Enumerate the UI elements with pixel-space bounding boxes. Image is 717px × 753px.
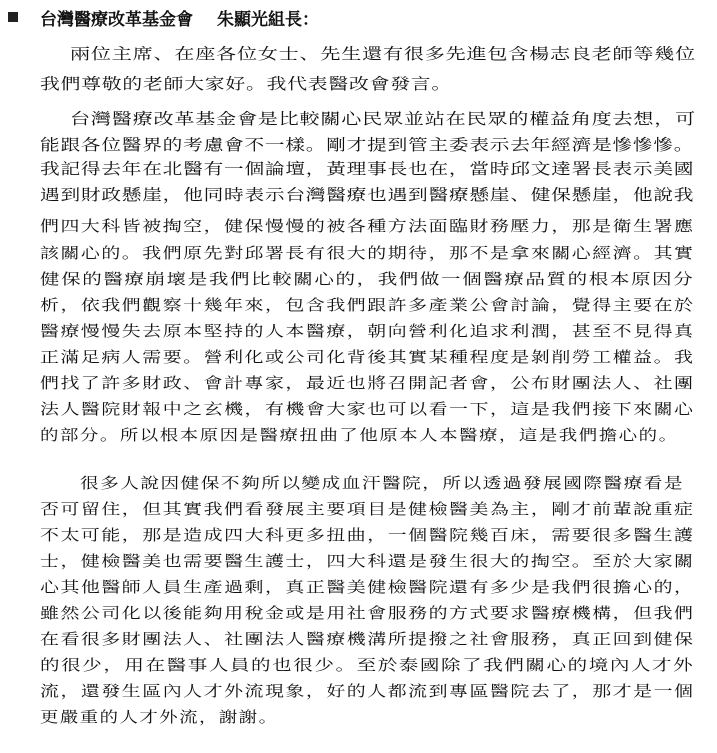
text-line: 我們尊敬的老師大家好。我代表醫改會發言。 xyxy=(40,75,453,93)
text-line: 士，健檢醫美也需要醫生護士，四大科還是發生很大的掏空。至於大家關 xyxy=(40,552,695,570)
text-line: 不太可能，那是造成四大科更多扭曲，一個醫院幾百床，需要很多醫生護 xyxy=(40,526,695,544)
text-line: 的很少，用在醫事人員的也很少。至於泰國除了我們關心的境內人才外 xyxy=(40,656,695,674)
text-line: 很多人說因健保不夠所以變成血汗醫院，所以透過發展國際醫療看是 xyxy=(80,474,685,492)
text-line: 健保的醫療崩壞是我們比較關心的，我們做一個醫療品質的根本原因分 xyxy=(40,270,695,288)
text-line: 的部分。所以根本原因是醫療扭曲了他原本人本醫療，這是我們擔心的。 xyxy=(40,426,679,444)
text-line: 們找了許多財政、會計專家，最近也將召開記者會，公布財團法人、社團 xyxy=(40,374,695,392)
text-line: 正滿足病人需要。營利化或公司化背後其實某種程度是剝削勞工權益。我 xyxy=(40,348,695,366)
text-line: 我記得去年在北醫有一個論壇，黃理事長也在，當時邱文達署長表示美國 xyxy=(40,160,695,178)
text-line: 法人醫院財報中之玄機，有機會大家也可以看一下，這是我們接下來關心 xyxy=(40,400,695,418)
text-line: 析，依我們觀察十幾年來，包含我們跟許多產業公會討論，覺得主要在於 xyxy=(40,296,695,314)
text-line: 能跟各位醫界的考慮會不一樣。剛才提到管主委表示去年經濟是慘慘慘。 xyxy=(40,136,695,154)
text-line: 醫療慢慢失去原本堅持的人本醫療，朝向營利化追求利潤，甚至不見得真 xyxy=(40,322,695,340)
text-line: 們四大科皆被掏空，健保慢慢的被各種方法面臨財務壓力，那是衛生署應 xyxy=(40,217,695,235)
text-line: 在看很多財團法人、社團法人醫療機溝所提撥之社會服務，真正回到健保 xyxy=(40,630,695,648)
speaker-name: 朱顯光組長： xyxy=(217,9,319,30)
text-line: 兩位主席、在座各位女士、先生還有很多先進包含楊志良老師等幾位 xyxy=(70,45,697,63)
text-line: 否可留住，但其實我們看發展主要項目是健檢醫美為主，剛才前輩說重症 xyxy=(40,500,695,518)
text-line: 台灣醫療改革基金會是比較關心民眾並站在民眾的權益角度去想，可 xyxy=(70,110,697,128)
text-line: 遇到財政懸崖，他同時表示台灣醫療也遇到醫療懸崖、健保懸崖，他說我 xyxy=(40,186,695,204)
square-bullet-icon xyxy=(8,12,18,22)
text-line: 該關心的。我們原先對邱署長有很大的期待，那不是拿來關心經濟。其實 xyxy=(40,244,695,262)
text-line: 心其他醫師人員生產過剩，真正醫美健檢醫院還有多少是我們很擔心的， xyxy=(40,578,695,596)
text-line: 更嚴重的人才外流，謝謝。 xyxy=(40,708,279,726)
text-line: 流，還發生區內人才外流現象，好的人都流到專區醫院去了，那才是一個 xyxy=(40,682,695,700)
text-line: 雖然公司化以後能夠用稅金或是用社會服務的方式要求醫療機構，但我們 xyxy=(40,604,695,622)
organization-name: 台灣醫療改革基金會 xyxy=(40,9,193,30)
speaker-heading xyxy=(8,4,319,30)
